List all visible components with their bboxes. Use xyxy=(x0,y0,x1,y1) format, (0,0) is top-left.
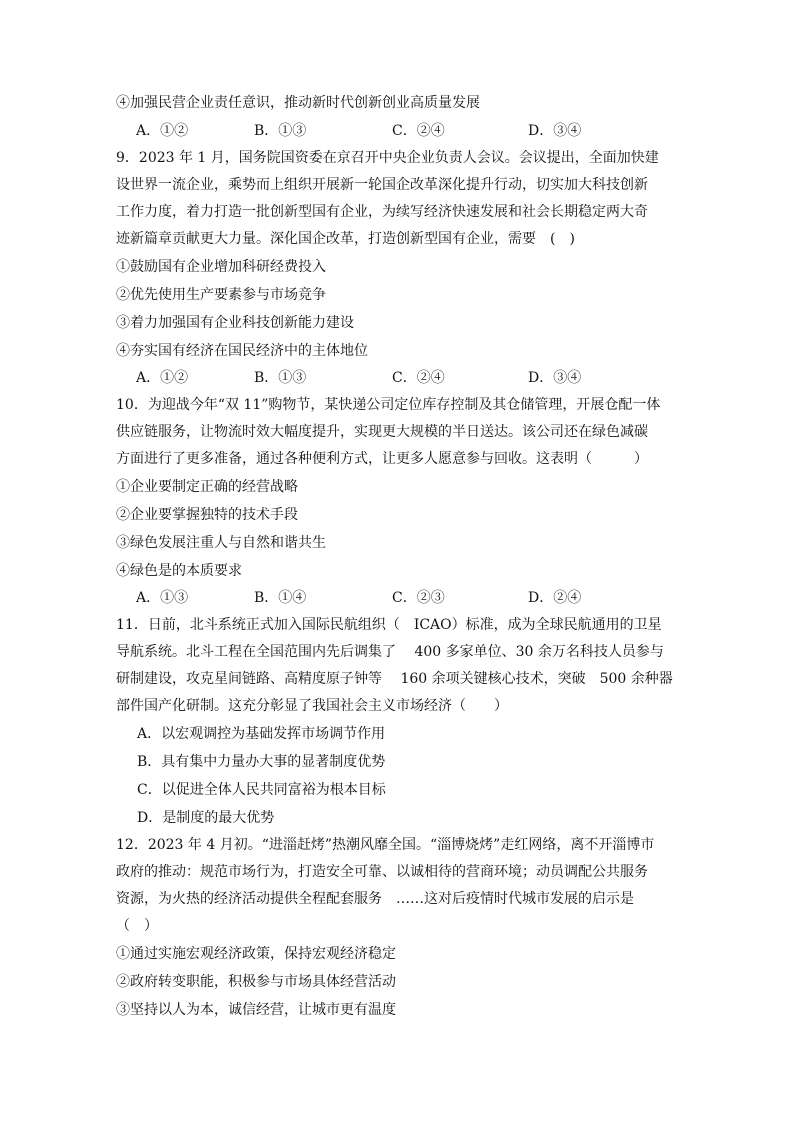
q11-option-b: B．具有集中力量办大事的显著制度优势 xyxy=(137,754,386,770)
q10-stem-line-1: 10．为迎战今年“双 11”购物节，某快递公司定位库存控制及其仓储管理，开展仓配一体 xyxy=(116,397,661,413)
q12-stem-line-4: （ ） xyxy=(116,918,158,934)
q10-option-d: D．②④ xyxy=(528,590,582,606)
q12-item-1: ①通过实施宏观经济政策，保持宏观经济稳定 xyxy=(116,946,396,962)
q9-option-c: C．②④ xyxy=(392,370,445,386)
q8-item-4: ④加强民营企业责任意识，推动新时代创新创业高质量发展 xyxy=(116,95,480,111)
q8-option-c: C．②④ xyxy=(392,123,445,139)
q11-option-a: A．以宏观调控为基础发挥市场调节作用 xyxy=(137,726,386,742)
q9-option-b: B．①③ xyxy=(254,370,307,386)
q11-stem-line-4: 部件国产化研制。这充分彰显了我国社会主义市场经济（ ） xyxy=(116,698,508,714)
q10-item-4: ④绿色是的本质要求 xyxy=(116,563,242,579)
q10-stem-line-2: 供应链服务，让物流时效大幅度提升，实现更大规模的半日送达。该公司还在绿色减碳 xyxy=(116,424,648,440)
q11-option-c: C．以促进全体人民共同富裕为根本目标 xyxy=(137,782,386,798)
q9-stem-line-4: 迹新篇章贡献更大力量。深化国企改革，打造创新型国有企业，需要 ( ) xyxy=(116,231,575,247)
q12-item-2: ②政府转变职能，积极参与市场具体经营活动 xyxy=(116,974,396,990)
q9-stem-line-3: 工作力度，着力打造一批创新型国有企业，为续写经济快速发展和社会长期稳定两大奇 xyxy=(116,204,648,220)
q12-item-3: ③坚持以人为本，诚信经营，让城市更有温度 xyxy=(116,1002,396,1018)
q11-stem-line-3: 研制建设，攻克星间链路、高精度原子钟等 160 余项关键核心技术，突破 500 余种器 xyxy=(116,671,673,687)
q10-item-2: ②企业要掌握独特的技术手段 xyxy=(116,507,298,523)
q10-options xyxy=(136,588,696,610)
q9-stem-line-2: 设世界一流企业，乘势而上组织开展新一轮国企改革深化提升行动，切实加大科技创新 xyxy=(116,177,648,193)
q9-option-d: D．③④ xyxy=(528,370,582,386)
q9-item-2: ②优先使用生产要素参与市场竞争 xyxy=(116,287,326,303)
q10-item-3: ③绿色发展注重人与自然和谐共生 xyxy=(116,535,326,551)
q10-stem-line-3: 方面进行了更多准备，通过各种便利方式，让更多人愿意参与回收。这表明（ ） xyxy=(116,451,648,467)
q8-option-d: D．③④ xyxy=(528,123,582,139)
q12-stem-line-2: 政府的推动：规范市场行为，打造安全可靠、以诚相待的营商环境；动员调配公共服务 xyxy=(116,864,648,880)
q10-item-1: ①企业要制定正确的经营战略 xyxy=(116,479,298,495)
q9-option-a: A．①② xyxy=(136,370,189,386)
q9-item-4: ④夯实国有经济在国民经济中的主体地位 xyxy=(116,343,368,359)
q12-stem-line-1: 12．2023 年 4 月初。“进淄赶烤”热潮风靡全国。“淄博烧烤”走红网络，离不开淄博市 xyxy=(116,837,655,853)
q10-option-c: C．②③ xyxy=(392,590,445,606)
q9-item-1: ①鼓励国有企业增加科研经费投入 xyxy=(116,259,326,275)
q11-option-d: D．是制度的最大优势 xyxy=(137,810,275,826)
q11-stem-line-1: 11．日前，北斗系统正式加入国际民航组织（ ICAO）标准，成为全球民航通用的卫星 xyxy=(116,617,662,633)
q8-option-b: B．①③ xyxy=(254,123,307,139)
q10-option-b: B．①④ xyxy=(254,590,307,606)
q11-stem-line-2: 导航系统。北斗工程在全国范围内先后调集了 400 多家单位、30 余万名科技人员参与 xyxy=(116,644,664,660)
q9-stem-line-1: 9．2023 年 1 月，国务院国资委在京召开中央企业负责人会议。会议提出，全面加快建 xyxy=(116,150,659,166)
q12-stem-line-3: 资源，为火热的经济活动提供全程配套服务 ……这对后疫情时代城市发展的启示是 xyxy=(116,891,634,907)
q8-options xyxy=(136,121,696,143)
q9-options xyxy=(136,368,696,390)
q9-item-3: ③着力加强国有企业科技创新能力建设 xyxy=(116,315,354,331)
q8-option-a: A．①② xyxy=(136,123,189,139)
q10-option-a: A．①③ xyxy=(136,590,189,606)
